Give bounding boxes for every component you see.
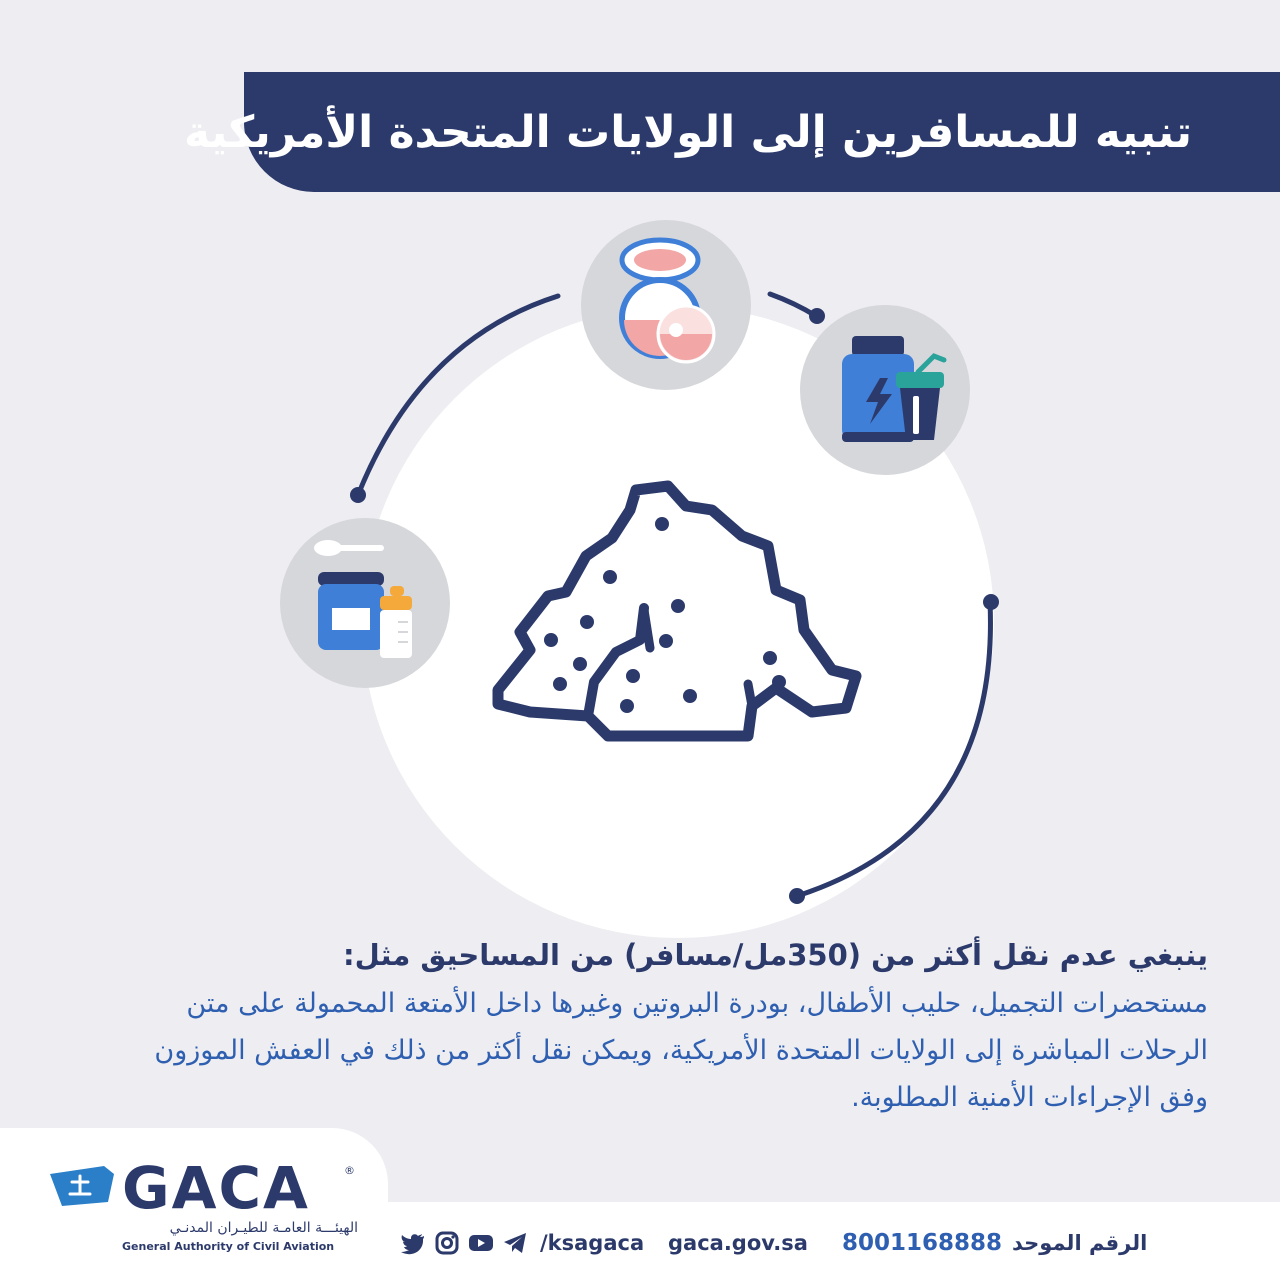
registered-mark: ® [344, 1164, 355, 1177]
page-title: تنبيه للمسافرين إلى الولايات المتحدة الأمريكية [184, 106, 1192, 158]
youtube-icon[interactable] [468, 1230, 494, 1256]
logo-word: GACA [122, 1154, 310, 1222]
social-handle[interactable]: /ksagaca [540, 1231, 645, 1255]
unified-number [842, 1226, 1147, 1260]
gaca-emblem-icon [48, 1160, 118, 1216]
social-links [400, 1226, 644, 1260]
phone-number[interactable]: 8001168888 [842, 1230, 1003, 1256]
gaca-logo[interactable] [48, 1154, 358, 1256]
notice-heading: ينبغي عدم نقل أكثر من (350مل/مسافر) من المساحيق مثل: [343, 938, 1208, 972]
logo-arabic-name: الهيئـــة العامـة للطيـران المدنـي [169, 1220, 358, 1236]
notice-text [98, 930, 1208, 1121]
notice-body: مستحضرات التجميل، حليب الأطفال، بودرة البروتين وغيرها داخل الأمتعة المحمولة على متن الرحلات المباشرة إلى الولايات المتحدة الأمريكية، ويمكن نقل أكثر من ذلك في العفش الموزون وفق الإجراءات الأمنية المطلوبة. [154, 988, 1208, 1113]
twitter-icon[interactable] [400, 1230, 426, 1256]
instagram-icon[interactable] [434, 1230, 460, 1256]
arc-top-right [770, 294, 816, 316]
logo-english-name: General Authority of Civil Aviation [122, 1240, 335, 1253]
website-link[interactable]: gaca.gov.sa [668, 1231, 808, 1255]
telegram-icon[interactable] [502, 1230, 528, 1256]
phone-label: الرقم الموحد [1012, 1231, 1148, 1255]
